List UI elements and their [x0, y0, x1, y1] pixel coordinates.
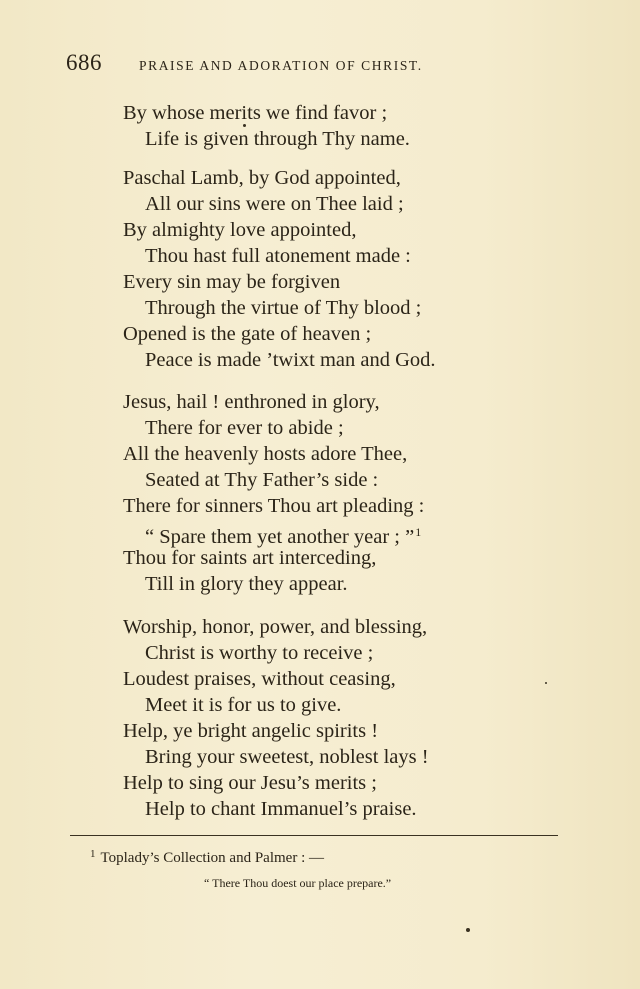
- verse-line: Opened is the gate of heaven ;: [123, 323, 372, 345]
- verse-line: All our sins were on Thee laid ;: [145, 193, 404, 215]
- footnote-divider: [70, 835, 558, 836]
- verse-line: Every sin may be forgiven: [123, 271, 341, 293]
- verse-line: Jesus, hail ! enthroned in glory,: [123, 391, 380, 413]
- verse-line: Bring your sweetest, noblest lays !: [145, 746, 429, 768]
- stanza-1: [123, 100, 410, 152]
- verse-line: By whose merits we find favor ;: [123, 102, 388, 124]
- footnote-quote: “ There Thou doest our place prepare.”: [204, 876, 392, 890]
- verse-line: Christ is worthy to receive ;: [145, 642, 374, 664]
- verse-line: [123, 519, 424, 548]
- verse-line: Meet it is for us to give.: [145, 694, 342, 716]
- verse-line: Thou hast full atonement made :: [145, 245, 411, 267]
- stanza-2: [123, 165, 436, 373]
- running-head: PRAISE AND ADORATION OF CHRIST.: [139, 58, 423, 73]
- verse-line: By almighty love appointed,: [123, 219, 357, 241]
- verse-line: Till in glory they appear.: [145, 573, 348, 595]
- verse-line: Loudest praises, without ceasing,: [123, 668, 396, 690]
- ink-speck-icon: [545, 682, 547, 684]
- verse-line: Help to sing our Jesu’s merits ;: [123, 772, 377, 794]
- verse-line: Life is given through Thy name.: [145, 128, 410, 150]
- page-number: 686: [66, 50, 102, 75]
- page-header: [66, 50, 496, 80]
- footnote: [90, 848, 324, 867]
- verse-line: There for sinners Thou art pleading :: [123, 495, 425, 517]
- verse-line: Thou for saints art interceding,: [123, 547, 377, 569]
- verse-line: Seated at Thy Father’s side :: [145, 469, 379, 491]
- verse-line: Peace is made ’twixt man and God.: [145, 349, 436, 371]
- ink-speck-icon: [466, 928, 470, 932]
- footnote-reference: 1: [415, 525, 422, 539]
- verse-line-text: “ Spare them yet another year ; ”: [145, 526, 415, 548]
- stanza-4: [123, 614, 429, 822]
- verse-line: There for ever to abide ;: [145, 417, 344, 439]
- stanza-3: [123, 389, 424, 597]
- ink-speck-icon: [243, 124, 246, 127]
- verse-line: Help to chant Immanuel’s praise.: [145, 798, 417, 820]
- verse-line: Worship, honor, power, and blessing,: [123, 616, 428, 638]
- footnote-text: Toplady’s Collection and Palmer : —: [100, 850, 324, 866]
- verse-line: All the heavenly hosts adore Thee,: [123, 443, 408, 465]
- footnote-mark: 1: [90, 848, 96, 860]
- verse-line: Paschal Lamb, by God appointed,: [123, 167, 401, 189]
- verse-line: Help, ye bright angelic spirits !: [123, 720, 379, 742]
- verse-line: Through the virtue of Thy blood ;: [145, 297, 422, 319]
